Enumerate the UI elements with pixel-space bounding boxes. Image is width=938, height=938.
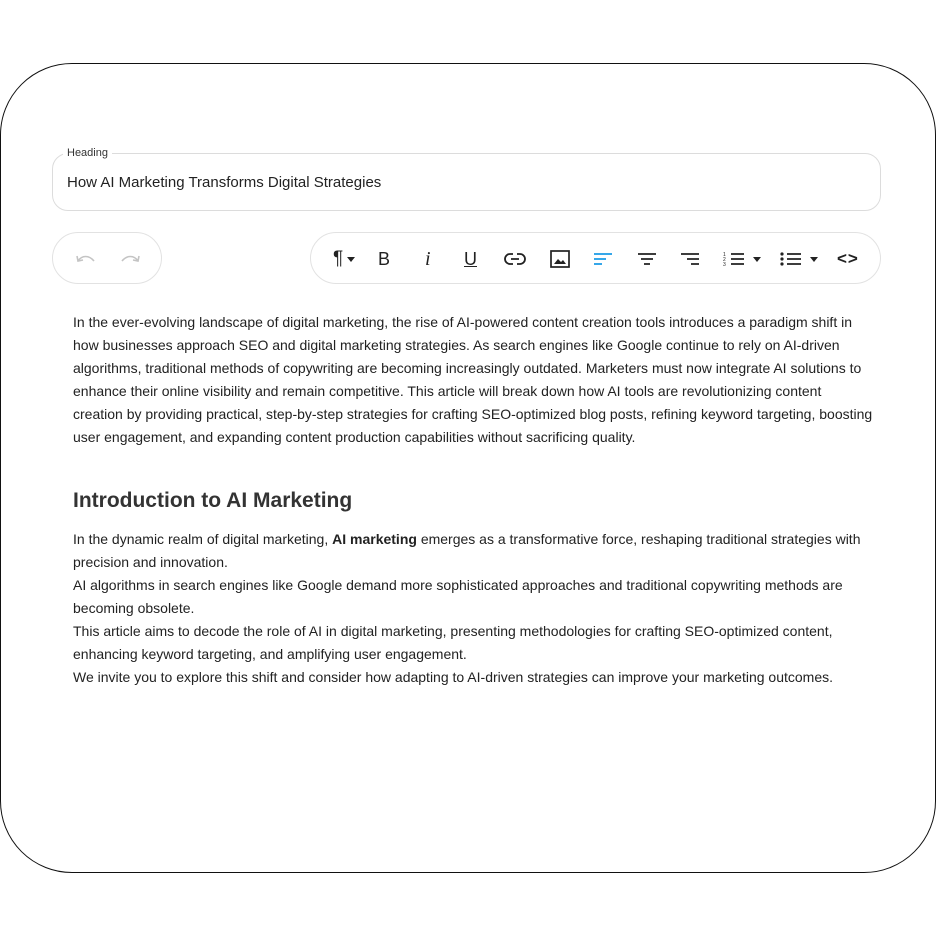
align-left-button[interactable] (593, 247, 613, 271)
underline-button[interactable] (464, 247, 477, 271)
editor-content[interactable] (73, 311, 873, 705)
underline-icon: U (464, 248, 477, 269)
bold-button[interactable] (378, 247, 390, 271)
paragraph: We invite you to explore this shift and consider how adapting to AI-driven strategies can improve your marketing outcomes. (73, 669, 834, 685)
heading-field[interactable] (52, 147, 881, 211)
chevron-down-icon (347, 257, 355, 262)
ordered-list-button[interactable] (723, 247, 761, 271)
intro-paragraph: In the ever-evolving landscape of digital marketing, the rise of AI-powered content creation tools introduces a paradigm shift in how businesses approach SEO and digital marketing strategies. As search engines like Google continue to rely on AI-driven algorithms, traditional methods of copywriting are becoming increasingly outdated. Marketers must now integrate AI solutions to enhance their online visibility and remain competitive. This article will break down how AI tools are revolutionizing content creation by providing practical, step-by-step strategies for crafting SEO-optimized blog posts, refining keyword targeting, boosting user engagement, and expanding content production capabilities without sacrificing quality. (73, 314, 873, 445)
align-left-icon (593, 252, 613, 266)
paragraph: This article aims to decode the role of AI in digital marketing, presenting methodologies for crafting SEO-optimized content, enhancing keyword targeting, and amplifying user engagement. (73, 623, 833, 662)
code-icon: <> (837, 249, 859, 268)
section-heading: Introduction to AI Marketing (73, 489, 353, 512)
chevron-down-icon (753, 257, 761, 262)
heading-input[interactable]: How AI Marketing Transforms Digital Strategies (67, 174, 382, 191)
align-right-icon (680, 252, 700, 266)
italic-button[interactable] (425, 247, 431, 271)
italic-icon: i (425, 247, 431, 270)
paragraph-button[interactable] (333, 247, 355, 271)
undo-icon[interactable] (75, 249, 97, 269)
svg-text:3: 3 (723, 262, 726, 267)
history-controls (52, 232, 162, 284)
align-center-button[interactable] (637, 247, 657, 271)
chevron-down-icon (810, 257, 818, 262)
bullet-list-button[interactable] (780, 247, 818, 271)
paragraph: In the dynamic realm of digital marketing, AI marketing emerges as a transformative force, reshaping traditional strategies with precision and innovation. (73, 531, 861, 570)
bullet-list-icon (780, 251, 802, 267)
bold-text: AI marketing (332, 531, 417, 547)
image-button[interactable] (550, 247, 570, 271)
svg-text:1: 1 (723, 252, 726, 258)
heading-label: Heading (63, 146, 112, 160)
align-right-button[interactable] (680, 247, 700, 271)
link-icon (504, 252, 526, 266)
formatting-toolbar (310, 232, 881, 284)
paragraph: AI algorithms in search engines like Google demand more sophisticated approaches and traditional copywriting methods are becoming obsolete. (73, 577, 843, 616)
svg-text:2: 2 (723, 257, 726, 263)
ordered-list-icon (723, 251, 745, 267)
code-button[interactable] (837, 247, 859, 271)
paragraph-icon: ¶ (333, 248, 344, 269)
link-button[interactable] (504, 247, 526, 271)
bold-icon: B (378, 248, 391, 269)
align-center-icon (637, 252, 657, 266)
image-icon (550, 250, 570, 268)
redo-icon[interactable] (119, 249, 141, 269)
section-body (73, 528, 873, 689)
